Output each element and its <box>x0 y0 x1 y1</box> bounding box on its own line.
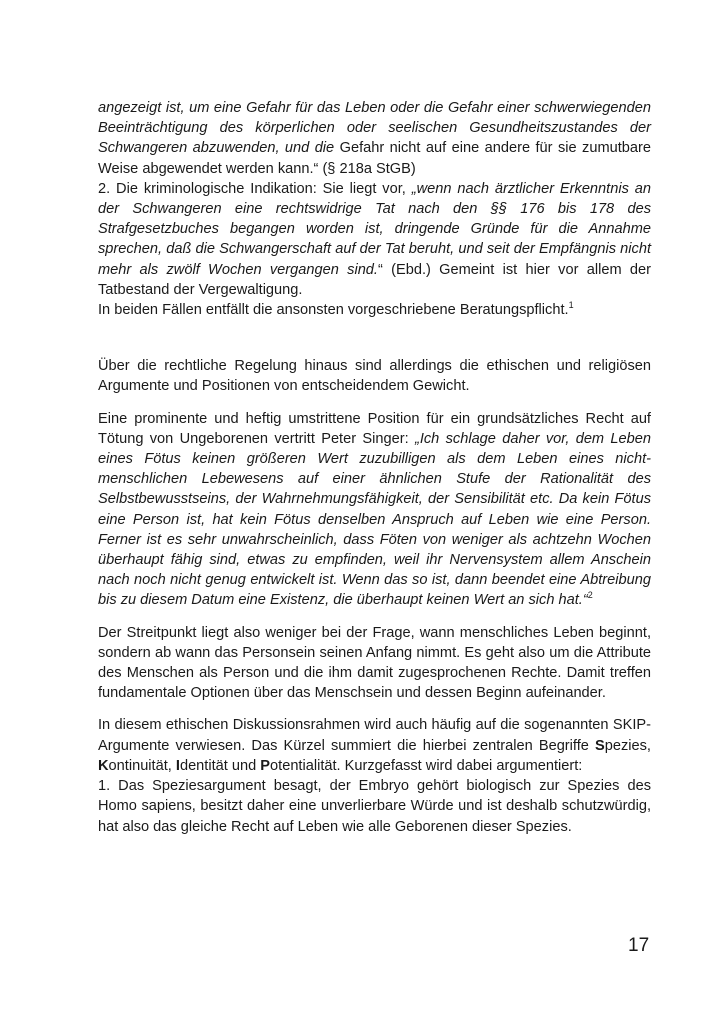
text-run: angezeigt ist, um eine Gefahr für das Leben oder die Gefahr einer schwerwiegenden Beeinträchtigung des körperlichen oder seelischen Gesundheitszustandes der Schwangeren abzuwenden, und die <box>98 100 651 157</box>
text-run: „Ich schlage daher vor, dem Leben eines Fötus keinen größeren Wert zuzubilligen als dem Leben eines nicht-menschlichen Lebewesens auf einer ähnlichen Stufe der Rationalität des Selbstbewusstseins, der Wahrnehmungsfähigkeit, der Sensibilität etc. Da kein Fötus eine Person ist, hat kein Fötus denselben Anspruch auf Leben wie eine Person. Ferner ist es sehr unwahrscheinlich, dass Föten von weniger als achtzehn Wochen überhaupt fähig sind, etwas zu empfinden, weil ihr Nervensystem allem Anschein nach noch nicht genug entwickelt ist. Wenn das so ist, dann beendet eine Abtreibung bis zu diesem Datum eine Existenz, die überhaupt keinen Wert an sich hat.“ <box>98 430 651 609</box>
text-run: P <box>260 757 271 774</box>
text-run: In diesem ethischen Diskussionsrahmen wird auch häufig auf die sogenannten SKIP-Argumente verwiesen. Das Kürzel summiert die hierbei zentralen Begriffe <box>98 717 651 754</box>
paragraph <box>98 776 651 837</box>
footnote-marker: 1 <box>568 300 574 311</box>
paragraph <box>98 409 651 611</box>
paragraph <box>98 179 651 300</box>
text-run: “ (Ebd.) Gemeint ist hier vor allem der Tatbestand der Vergewaltigung. <box>98 261 651 298</box>
footnote-marker: 2 <box>587 590 593 601</box>
text-run: Eine prominente und heftig umstrittene Position für ein grundsätzliches Recht auf Tötung von Ungeborenen vertritt Peter Singer: <box>98 410 651 447</box>
text-run: 2. Die kriminologische Indikation: Sie liegt vor, <box>98 180 412 197</box>
text-run: K <box>98 757 109 774</box>
paragraph <box>98 98 651 179</box>
text-run: 1. Das Speziesargument besagt, der Embryo gehört biologisch zur Spezies des Homo sapiens, besitzt daher eine unverlierbare Würde und ist deshalb schutzwürdig, hat also das gleiche Recht auf Leben wie alle Geborenen dieser Spezies. <box>98 778 651 835</box>
text-run: otentialität. Kurzgefasst wird dabei argumentiert: <box>270 757 583 774</box>
text-run: In beiden Fällen entfällt die ansonsten vorgeschriebene Beratungspflicht. <box>98 302 569 319</box>
body-text <box>98 98 651 837</box>
text-run: dentität und <box>179 757 261 774</box>
text-run: I <box>175 757 180 774</box>
text-run: Gefahr nicht auf eine andere für sie zumutbare Weise abgewendet werden kann.“ (§ 218a StGB) <box>98 140 651 177</box>
text-run: Über die rechtliche Regelung hinaus sind allerdings die ethischen und religiösen Argumente und Positionen von entscheidendem Gewicht. <box>98 358 651 395</box>
paragraph <box>98 715 651 776</box>
paragraph <box>98 300 651 320</box>
text-run: „wenn nach ärztlicher Erkenntnis an der Schwangeren eine rechtswidrige Tat nach den §§ 176 bis 178 des Strafgesetzbuches begangen worden ist, dringende Gründe für die Annahme sprechen, daß die Schwangerschaft auf der Tat beruht, und seit der Empfängnis nicht mehr als zwölf Wochen vergangen sind. <box>98 180 651 278</box>
text-run: ontinuität, <box>108 757 176 774</box>
paragraph <box>98 356 651 396</box>
paragraph <box>98 623 651 704</box>
text-run: pezies, <box>604 737 651 754</box>
text-run: Der Streitpunkt liegt also weniger bei der Frage, wann menschliches Leben beginnt, sondern ab wann das Personsein seinen Anfang nimmt. Es geht also um die Attribute des Menschen als Person und die ihm damit zugesprochenen Rechte. Damit treffen fundamentale Optionen über das Menschsein und dessen Beginn aufeinander. <box>98 624 651 702</box>
page-number: 17 <box>628 935 650 956</box>
text-run: S <box>595 737 605 754</box>
